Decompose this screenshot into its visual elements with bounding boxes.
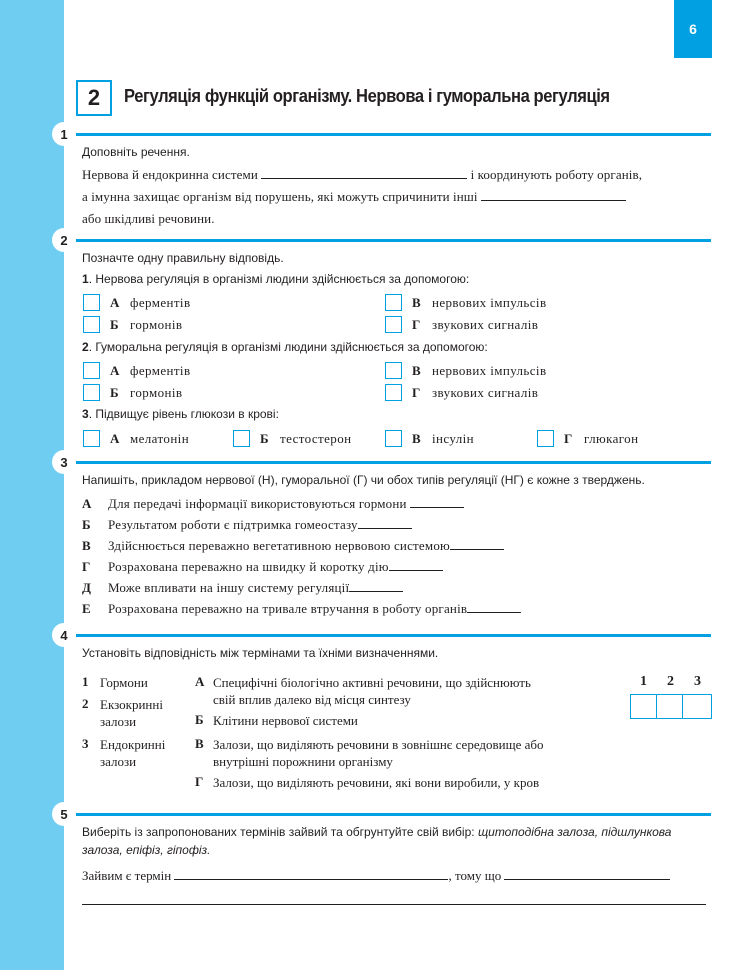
task-2-number: 2 — [52, 228, 76, 252]
statement-a-letter: А — [82, 496, 92, 511]
task-4-number: 4 — [52, 623, 76, 647]
term-1-number: 1 — [82, 674, 89, 689]
statement-b-blank[interactable] — [358, 517, 412, 529]
q2-option-v-checkbox[interactable] — [385, 362, 402, 379]
q2-option-a-checkbox[interactable] — [83, 362, 100, 379]
task-3-number: 3 — [52, 450, 76, 474]
q1-option-a: А ферментів — [110, 295, 191, 310]
task-3-divider — [76, 461, 711, 464]
task-2-q2: 2. Гуморальна регуляція в організмі людини здійснюється за допомогою: — [82, 340, 488, 354]
term-3-number: 3 — [82, 736, 89, 751]
task-5-answer-line — [82, 868, 670, 884]
task-3-instruction: Напишіть, прикладом нервової (Н), гуморальної (Г) чи обох типів регуляції (НГ) є кожне з тверджень. — [82, 473, 645, 487]
lesson-number-box: 2 — [76, 80, 112, 116]
task-5-terms-1: щитоподібна залоза, підшлункова — [477, 825, 672, 839]
answer-cell-3[interactable] — [682, 694, 712, 719]
statement-b-letter: Б — [82, 517, 91, 532]
statement-e-letter: Е — [82, 601, 91, 616]
q1-option-g-checkbox[interactable] — [385, 316, 402, 333]
statement-d-blank[interactable] — [349, 580, 403, 592]
left-color-strip — [0, 0, 64, 970]
task-5-term-blank[interactable] — [174, 868, 448, 880]
task-5-reason-blank[interactable] — [504, 868, 670, 880]
q1-option-v: В нервових імпульсів — [412, 295, 547, 310]
statement-g-blank[interactable] — [389, 559, 443, 571]
task-2-divider — [76, 239, 711, 242]
statement-v-letter: В — [82, 538, 91, 553]
answer-header-2: 2 — [667, 674, 674, 689]
task-1-instruction: Доповніть речення. — [82, 145, 190, 159]
task-1-divider — [76, 133, 711, 136]
term-2-number: 2 — [82, 696, 89, 711]
task-2-instruction: Позначте одну правильну відповідь. — [82, 251, 284, 265]
task-4-divider — [76, 634, 711, 637]
q1-option-b-checkbox[interactable] — [83, 316, 100, 333]
statement-e: Розрахована переважно на тривале втручання в роботу органів — [108, 601, 521, 617]
answer-cell-1[interactable] — [630, 694, 657, 719]
task-1-text-d: або шкідливі речовини. — [82, 211, 215, 226]
q2-option-b-checkbox[interactable] — [83, 384, 100, 401]
q1-option-v-checkbox[interactable] — [385, 294, 402, 311]
task-5-answer-b: , тому що — [448, 868, 502, 883]
statement-a: Для передачі інформації використовуються гормони — [108, 496, 464, 512]
task-1-text-c: а імунна захищає організм від порушень, які можуть спричинити інші — [82, 189, 478, 204]
q3-option-a: А мелатонін — [110, 431, 190, 446]
statement-b: Результатом роботи є підтримка гомеостазу — [108, 517, 412, 533]
q3-option-v-checkbox[interactable] — [385, 430, 402, 447]
q3-option-b-checkbox[interactable] — [233, 430, 250, 447]
task-1-number: 1 — [52, 122, 76, 146]
task-2-q1: 1. Нервова регуляція в організмі людини здійснюється за допомогою: — [82, 272, 470, 286]
task-5-answer-a: Зайвим є термін — [82, 868, 172, 883]
definition-g-letter: Г — [195, 774, 204, 789]
term-2: Екзокринні залози — [100, 697, 163, 729]
definition-b-letter: Б — [195, 712, 204, 727]
answer-header-3: 3 — [694, 674, 701, 689]
task-1-blank-1[interactable] — [261, 167, 467, 179]
q2-option-v: В нервових імпульсів — [412, 363, 547, 378]
page-number: 6 — [674, 0, 712, 58]
task-1-text-b: і координують роботу органів, — [470, 167, 643, 182]
task-4-instruction: Установіть відповідність між термінами та їхніми визначеннями. — [82, 646, 439, 660]
q2-option-g-checkbox[interactable] — [385, 384, 402, 401]
task-1-sentence — [82, 164, 712, 230]
statement-d: Може впливати на іншу систему регуляції — [108, 580, 403, 596]
task-5-divider — [76, 813, 711, 816]
definition-v: Залози, що виділяють речовини в зовнішнє середовище або внутрішні порожнини організму — [213, 737, 544, 769]
q3-option-a-checkbox[interactable] — [83, 430, 100, 447]
task-1-blank-2[interactable] — [481, 189, 626, 201]
statement-v-blank[interactable] — [450, 538, 504, 550]
q3-option-b: Б тестостерон — [260, 431, 352, 446]
q2-option-g: Г звукових сигналів — [412, 385, 539, 400]
q1-option-b: Б гормонів — [110, 317, 183, 332]
task-5-number: 5 — [52, 802, 76, 826]
definition-a-letter: А — [195, 674, 205, 689]
q2-option-b: Б гормонів — [110, 385, 183, 400]
statement-v: Здійснюється переважно вегетативною нервовою системою — [108, 538, 504, 554]
task-5-terms-2: залоза, епіфіз, гіпофіз. — [82, 843, 211, 857]
task-5-instruction: Виберіть із запропонованих термінів зайвий та обгрунтуйте свій вибір: щитоподібна залоза, підшлункова — [82, 825, 672, 839]
statement-d-letter: Д — [82, 580, 91, 595]
term-3: Ендокринні залози — [100, 737, 166, 769]
definition-b: Клітини нервової системи — [213, 713, 358, 728]
q1-option-g: Г звукових сигналів — [412, 317, 539, 332]
lesson-title: Регуляція функцій організму. Нервова і гуморальна регуляція — [124, 86, 610, 106]
q2-option-a: А ферментів — [110, 363, 191, 378]
q3-option-g: Г глюкагон — [564, 431, 639, 446]
statement-g-letter: Г — [82, 559, 91, 574]
q3-option-g-checkbox[interactable] — [537, 430, 554, 447]
term-1: Гормони — [100, 675, 148, 690]
answer-header-1: 1 — [640, 674, 647, 689]
q1-option-a-checkbox[interactable] — [83, 294, 100, 311]
statement-e-blank[interactable] — [467, 601, 521, 613]
q3-option-v: В інсулін — [412, 431, 474, 446]
definition-a: Специфічні біологічно активні речовини, що здійснюють свій вплив далеко від місця синтезу — [213, 675, 531, 707]
task-1-text-a: Нервова й ендокринна системи — [82, 167, 258, 182]
task-5-reason-line[interactable] — [82, 904, 706, 905]
definition-v-letter: В — [195, 736, 204, 751]
task-2-q3: 3. Підвищує рівень глюкози в крові: — [82, 407, 279, 421]
answer-cell-2[interactable] — [656, 694, 683, 719]
statement-a-blank[interactable] — [410, 496, 464, 508]
statement-g: Розрахована переважно на швидку й коротку дію — [108, 559, 443, 575]
definition-g: Залози, що виділяють речовини, які вони виробили, у кров — [213, 775, 540, 790]
